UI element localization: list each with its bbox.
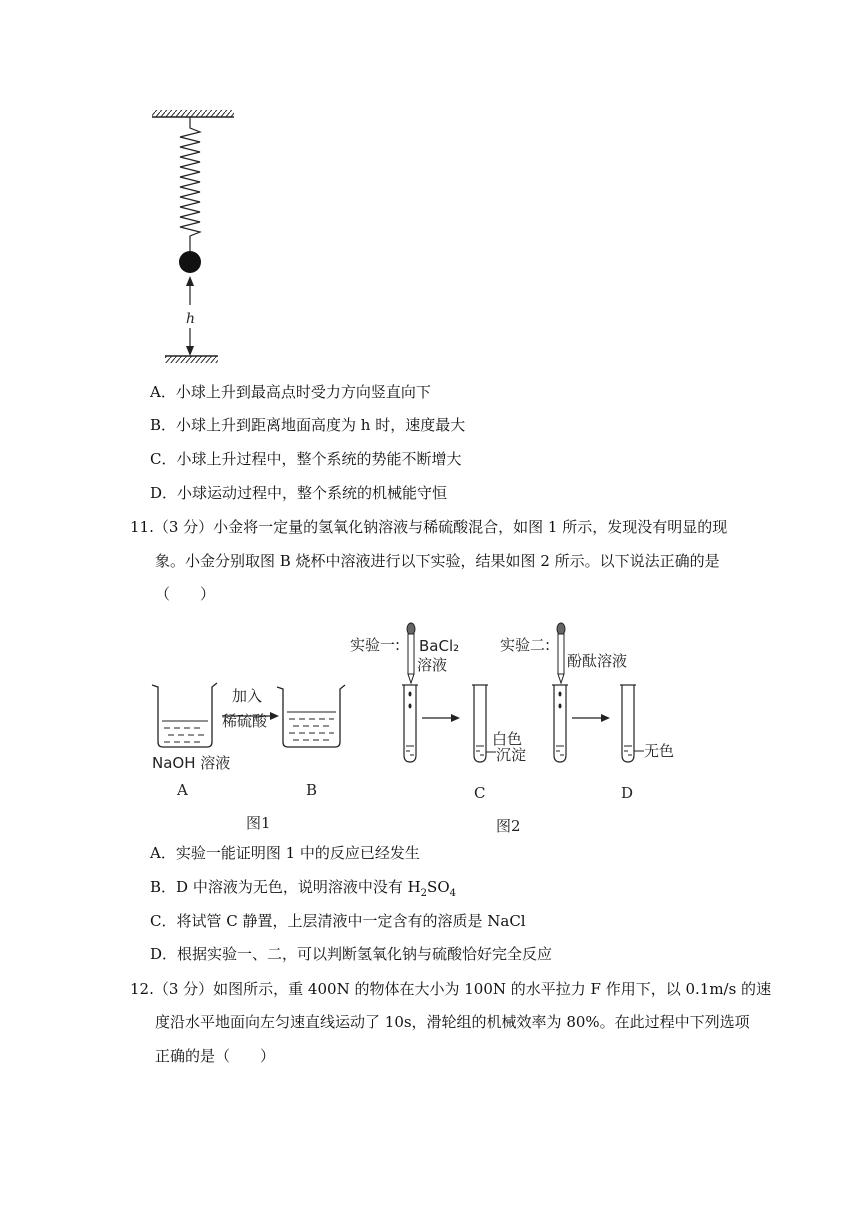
q11-option-c[interactable]: C．将试管 C 静置，上层清液中一定含有的溶质是 NaCl [150, 912, 526, 930]
exp2-label: 实验二: [500, 636, 551, 654]
q11-option-b[interactable] [150, 877, 456, 904]
q12-stem-line-1: 12.（3 分）如图所示，重 400N 的物体在大小为 100N 的水平拉力 F 作用下，以 0.1m/s 的速 [130, 980, 772, 998]
q10-option-c[interactable]: C．小球上升过程中，整个系统的势能不断增大 [150, 450, 462, 468]
q11-option-b-sub2: 4 [449, 888, 456, 899]
dropper-2 [557, 623, 565, 683]
arrow-label-top: 加入 [232, 687, 263, 705]
q11-option-b-tail: SO [427, 878, 450, 896]
arrow-tube2-to-d [572, 714, 610, 722]
ceiling-support [152, 110, 234, 117]
exp1-reagent-bottom: 溶液 [417, 656, 448, 674]
test-tube-d [620, 685, 644, 762]
test-tube-c [472, 685, 496, 762]
exp1-reagent-top: BaCl₂ [419, 637, 460, 655]
test-tube-1 [402, 685, 418, 762]
beaker-a [152, 683, 217, 747]
height-label: h [186, 311, 196, 327]
q11-stem-line-3: （ ） [155, 585, 216, 603]
q10-option-d[interactable]: D．小球运动过程中，整个系统的机械能守恒 [150, 484, 448, 502]
q11-option-d[interactable]: D．根据实验一、二，可以判断氢氧化钠与硫酸恰好完全反应 [150, 945, 553, 963]
ball [179, 251, 201, 273]
chemistry-experiment-figure [140, 615, 720, 840]
spring [180, 117, 200, 252]
q11-stem-line-1: 11.（3 分）小金将一定量的氢氧化钠溶液与稀硫酸混合，如图 1 所示，发现没有明显的现 [130, 518, 728, 536]
q11-option-b-sub: 2 [420, 888, 428, 899]
dropper-1 [407, 623, 415, 683]
q12-stem-line-2: 度沿水平地面向左匀速直线运动了 10s，滑轮组的机械效率为 80%。在此过程中下列选项 [155, 1013, 750, 1031]
letter-d: D [621, 784, 634, 802]
result-c-top: 白色 [492, 730, 523, 748]
spring-ball-figure [140, 100, 250, 370]
exp1-label: 实验一: [350, 636, 401, 654]
q11-option-a[interactable]: A．实验一能证明图 1 中的反应已经发生 [150, 844, 420, 862]
letter-c: C [474, 784, 486, 802]
letter-a: A [177, 781, 188, 799]
beaker-b [277, 685, 345, 747]
test-tube-2 [552, 685, 568, 762]
beaker-a-label: NaOH 溶液 [152, 754, 231, 772]
q10-option-a[interactable]: A．小球上升到最高点时受力方向竖直向下 [150, 383, 431, 401]
fig2-caption: 图2 [496, 817, 521, 835]
fig1-caption: 图1 [246, 814, 271, 832]
q11-option-b-text: B．D 中溶液为无色，说明溶液中没有 H [150, 878, 421, 896]
q11-stem-line-2: 象。小金分别取图 B 烧杯中溶液进行以下实验，结果如图 2 所示。以下说法正确的是 [155, 552, 720, 570]
arrow-tube1-to-c [422, 714, 460, 722]
q12-stem-line-3: 正确的是（ ） [155, 1047, 276, 1065]
ground [165, 356, 218, 363]
q10-option-b[interactable]: B．小球上升到距离地面高度为 h 时，速度最大 [150, 416, 466, 434]
result-d: 无色 [644, 742, 675, 760]
result-c-bottom: 沉淀 [496, 746, 527, 764]
letter-b: B [306, 781, 318, 799]
arrow-label-bottom: 稀硫酸 [222, 712, 268, 730]
exp2-reagent: 酚酞溶液 [567, 652, 628, 670]
